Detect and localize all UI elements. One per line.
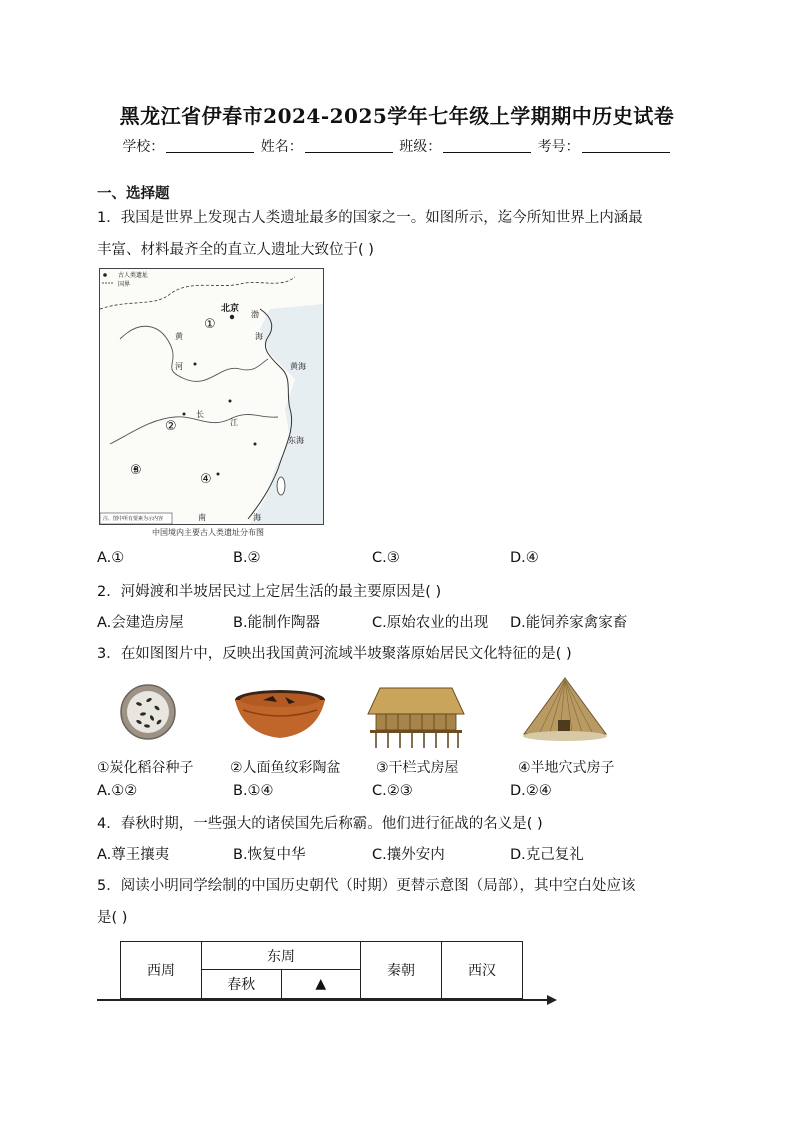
legend-border-label: 国界 — [118, 281, 131, 288]
exam-title: 黑龙江省伊春市2024-2025学年七年级上学期期中历史试卷 — [119, 104, 675, 128]
site-marker-1: ① — [204, 317, 216, 332]
student-info-row — [0, 136, 794, 156]
q4-option-d[interactable]: D.克己复礼 — [510, 847, 584, 863]
q2-option-a[interactable]: A.会建造房屋 — [97, 615, 184, 631]
map-caption: 中国境内主要古人类遗址分布图 — [152, 528, 264, 537]
section-heading: 一、选择题 — [97, 186, 170, 202]
q3-caption-2: ②人面鱼纹彩陶盆 — [230, 760, 341, 776]
bohai-label-1: 渤 — [251, 310, 259, 319]
site-dot — [194, 363, 197, 366]
q3-option-b[interactable]: B.①④ — [233, 783, 274, 799]
q3-caption-4: ④半地穴式房子 — [518, 760, 615, 776]
q2-text: 2．河姆渡和半坡居民过上定居生活的最主要原因是( ) — [97, 584, 442, 600]
ancient-sites-map — [99, 268, 324, 525]
site-dot — [217, 473, 220, 476]
name-label: 姓名： — [260, 139, 303, 155]
site-dot — [254, 443, 257, 446]
q4-option-b[interactable]: B.恢复中华 — [233, 847, 306, 863]
q1-option-c[interactable]: C.③ — [372, 550, 400, 566]
nanhai-label-1: 南 — [198, 513, 206, 522]
q1-text-line2: 丰富、材料最齐全的直立人遗址大致位于( ) — [97, 242, 374, 258]
q2-option-d[interactable]: D.能饲养家禽家畜 — [510, 615, 628, 631]
q3-option-d[interactable]: D.②④ — [510, 783, 552, 799]
timeline-dongzhou: 东周 — [202, 942, 361, 970]
site-marker-3: ③ — [130, 463, 142, 478]
legend-site-label: 古人类遗址 — [118, 272, 149, 279]
site-dot-beijing — [230, 315, 234, 319]
nanhai-label-2: 海 — [253, 513, 261, 522]
stilt-house-image — [366, 684, 466, 750]
yellow-river — [120, 326, 268, 381]
timeline-xizhou: 西周 — [121, 942, 202, 999]
donghai-label: 东海 — [288, 436, 304, 445]
exam-no-label: 考号： — [537, 139, 580, 155]
beijing-label: 北京 — [221, 304, 240, 314]
timeline-qin: 秦朝 — [361, 942, 442, 999]
q1-option-b[interactable]: B.② — [233, 550, 261, 566]
timeline-blank-marker: ▲ — [281, 970, 361, 999]
site-dot — [183, 413, 186, 416]
q5-text-line2: 是( ) — [97, 910, 128, 926]
school-label: 学校： — [122, 139, 165, 155]
q1-option-d[interactable]: D.④ — [510, 550, 539, 566]
site-marker-2: ② — [165, 419, 177, 434]
exam-no-field[interactable] — [582, 138, 670, 153]
carbonized-rice-image — [119, 682, 177, 742]
changjiang-label-1: 长 — [196, 410, 204, 419]
changjiang-label-2: 江 — [230, 418, 238, 427]
timeline-arrow-line — [97, 999, 549, 1001]
timeline-chunqiu: 春秋 — [202, 970, 282, 999]
q3-text: 3．在如图图片中，反映出我国黄河流域半坡聚落原始居民文化特征的是( ) — [97, 646, 572, 662]
map-note: 注、图中所有要素为示内容 — [103, 516, 164, 522]
bohai-label-2: 海 — [255, 332, 263, 341]
huanghe-label-1: 黄 — [175, 332, 183, 341]
site-dot — [229, 400, 232, 403]
semi-underground-house-image — [520, 676, 610, 746]
site-marker-4: ④ — [200, 472, 212, 487]
fish-basin-image — [233, 688, 327, 740]
q2-option-b[interactable]: B.能制作陶器 — [233, 615, 321, 631]
name-field[interactable] — [305, 138, 393, 153]
q1-text-line1: 1．我国是世界上发现古人类遗址最多的国家之一。如图所示，迄今所知世界上内涵最 — [97, 210, 643, 226]
q2-option-c[interactable]: C.原始农业的出现 — [372, 615, 489, 631]
taiwan-island — [277, 477, 285, 495]
q4-option-a[interactable]: A.尊王攘夷 — [97, 847, 170, 863]
q1-option-a[interactable]: A.① — [97, 550, 125, 566]
q5-text-line1: 5．阅读小明同学绘制的中国历史朝代（时期）更替示意图（局部），其中空白处应该 — [97, 878, 636, 894]
q4-option-c[interactable]: C.攘外安内 — [372, 847, 445, 863]
q3-caption-3: ③干栏式房屋 — [376, 760, 459, 776]
q4-text: 4．春秋时期，一些强大的诸侯国先后称霸。他们进行征战的名义是( ) — [97, 816, 543, 832]
class-field[interactable] — [443, 138, 531, 153]
timeline-xihan: 西汉 — [442, 942, 523, 999]
q3-caption-1: ①炭化稻谷种子 — [97, 760, 194, 776]
q3-option-a[interactable]: A.①② — [97, 783, 138, 799]
huanghe-label-2: 河 — [175, 362, 183, 371]
dynasty-timeline — [120, 941, 523, 999]
timeline-arrow-head — [547, 995, 557, 1005]
school-field[interactable] — [166, 138, 254, 153]
yangtze-river — [110, 414, 278, 444]
q3-option-c[interactable]: C.②③ — [372, 783, 413, 799]
huanghai-label: 黄海 — [290, 362, 306, 371]
class-label: 班级： — [399, 139, 442, 155]
legend-site-symbol — [103, 273, 107, 277]
